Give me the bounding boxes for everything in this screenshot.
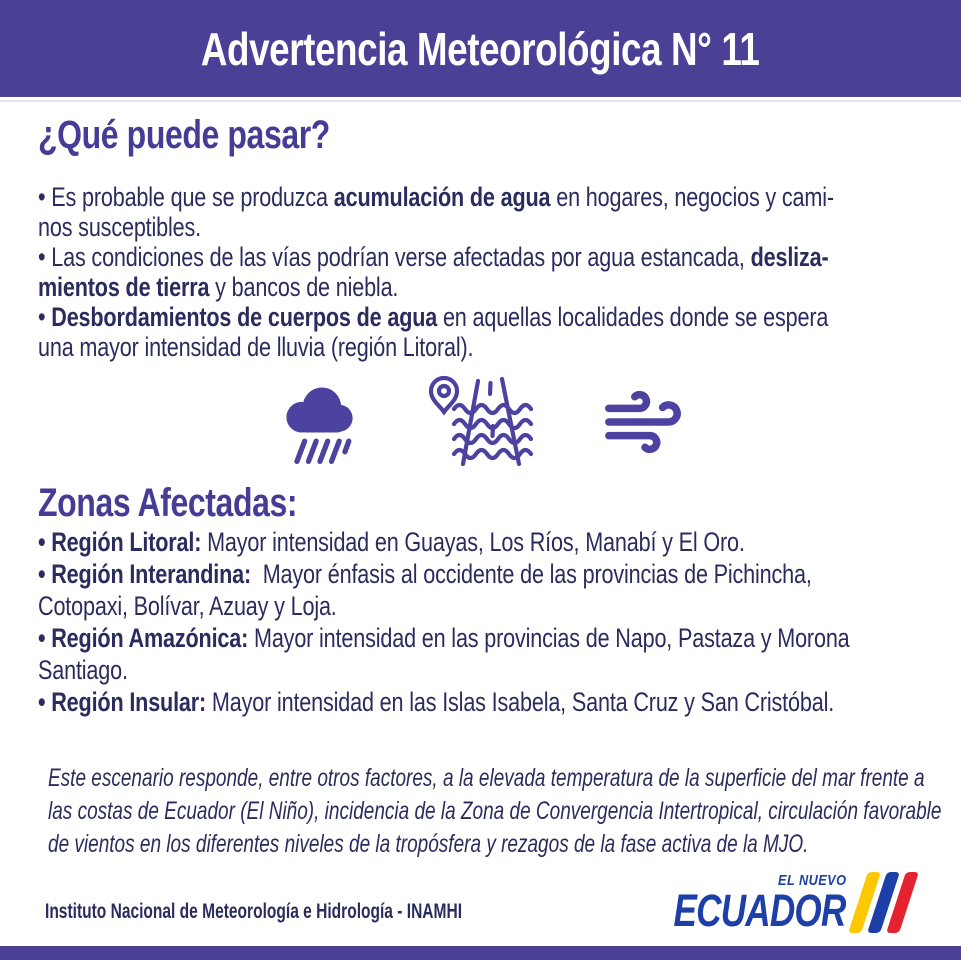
text-line: de vientos en los diferentes niveles de la tropósfera y rezagos de la fase activa de la MJO. [48,830,809,858]
logo-wordmark [625,872,846,936]
logo-stripes [848,872,919,933]
text-line: mientos de tierra y bancos de niebla. [38,272,399,302]
bullet-list-what-can-happen [38,182,834,362]
institution-name: Instituto Nacional de Meteorología e Hidrología - INAMHI [45,900,463,923]
logo-tagline: EL NUEVO [777,872,846,889]
bottom-bar [0,946,961,960]
text-line: las costas de Ecuador (El Niño), incidencia de la Zona de Convergencia Intertropical, circulación favorable [48,797,942,825]
ecuador-logo [625,872,909,936]
text-line: una mayor intensidad de lluvia (región Litoral). [38,332,474,362]
logo-name: ECUADOR [673,885,846,936]
text-line: • Región Amazónica: Mayor intensidad en las provincias de Napo, Pastaza y Morona [38,623,850,653]
text-line: • Es probable que se produzca acumulación de agua en hogares, negocios y cami- [38,182,834,212]
text-line: Santiago. [38,655,128,685]
rain-cloud-icon [272,374,368,470]
header-divider [0,100,961,102]
text-line: • Desbordamientos de cuerpos de agua en aquellas localidades donde se espera [38,302,829,332]
text-line: • Región Litoral: Mayor intensidad en Guayas, Los Ríos, Manabí y El Oro. [38,527,745,557]
bullet-list-affected-zones [38,526,850,718]
header-banner [0,0,961,97]
text-line: nos susceptibles. [38,212,201,242]
text-line: • Región Insular: Mayor intensidad en las Islas Isabela, Santa Cruz y San Cristóbal. [38,687,835,717]
section-heading-affected-zones: Zonas Afectadas: [38,481,298,525]
section-heading-what-can-happen: ¿Qué puede pasar? [38,113,330,157]
explanatory-note [48,762,941,861]
text-line: • Las condiciones de las vías podrían verse afectadas por agua estancada, desliza- [38,242,829,272]
flooded-road-icon [426,374,538,470]
wind-icon [596,381,690,463]
text-line: Cotopaxi, Bolívar, Azuay y Loja. [38,591,337,621]
header-title: Advertencia Meteorológica N° 11 [201,22,760,75]
weather-icons-row [0,370,961,474]
text-line: • Región Interandina: Mayor énfasis al occidente de las provincias de Pichincha, [38,559,812,589]
text-line: Este escenario responde, entre otros factores, a la elevada temperatura de la superficie del mar frente a [48,764,925,792]
